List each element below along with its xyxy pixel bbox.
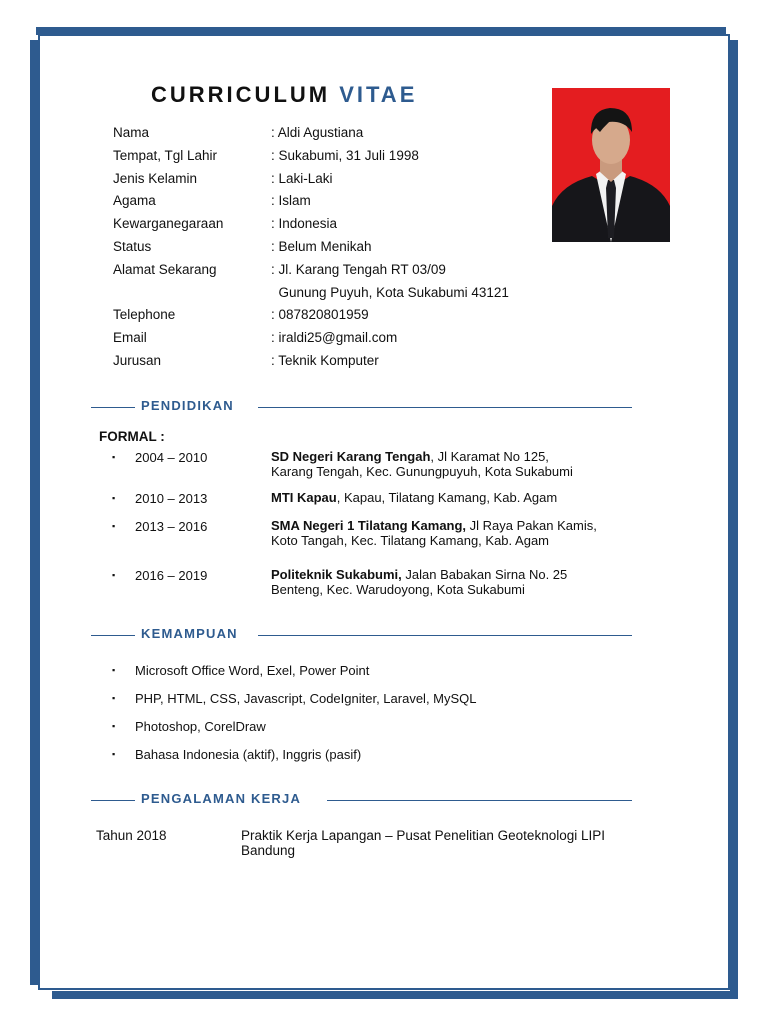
- info-label: Jurusan: [113, 353, 162, 368]
- education-years: 2016 – 2019: [135, 568, 208, 583]
- info-value: : Belum Menikah: [271, 239, 372, 254]
- education-entry: [271, 568, 651, 597]
- info-value: : Indonesia: [271, 216, 338, 232]
- frame-border-right: [730, 40, 738, 999]
- section-title-pendidikan: PENDIDIKAN: [141, 398, 234, 413]
- info-value: : Sukabumi, 31 Juli 1998: [271, 147, 419, 163]
- section-rule-right: [258, 407, 632, 408]
- work-description: Praktik Kerja Lapangan – Pusat Penelitian Geoteknologi LIPI Bandung: [241, 828, 605, 858]
- bullet-icon: ▪: [112, 665, 116, 675]
- profile-photo-illustration: [552, 88, 670, 242]
- section-title-kemampuan: KEMAMPUAN: [141, 626, 238, 641]
- education-entry: [271, 491, 651, 506]
- frame-border-bottom: [52, 991, 736, 999]
- info-value: : Islam: [271, 193, 311, 209]
- info-label: Status: [113, 239, 152, 254]
- info-label: Telephone: [113, 307, 176, 323]
- info-label: Nama: [113, 125, 150, 140]
- skill-item: Microsoft Office Word, Exel, Power Point: [135, 663, 370, 678]
- education-years: 2004 – 2010: [135, 450, 208, 465]
- school-address: , Kapau, Tilatang Kamang, Kab. Agam: [336, 490, 558, 505]
- section-rule-left: [91, 800, 135, 801]
- school-address: , Jl Karamat No 125,: [430, 449, 549, 464]
- school-name: SMA Negeri 1 Tilatang Kamang,: [271, 518, 467, 533]
- school-name: MTI Kapau: [271, 490, 337, 505]
- formal-label: FORMAL :: [99, 429, 165, 444]
- school-address-line2: Karang Tengah, Kec. Gunungpuyuh, Kota Sukabumi: [271, 463, 573, 479]
- info-label: Jenis Kelamin: [113, 170, 198, 186]
- bullet-icon: ▪: [112, 749, 116, 759]
- section-rule-left: [91, 635, 135, 636]
- education-entry: [271, 519, 651, 548]
- info-label: Email: [113, 330, 147, 346]
- bullet-icon: ▪: [112, 693, 116, 703]
- school-address-line2: Koto Tangah, Kec. Tilatang Kamang, Kab. Agam: [271, 532, 550, 548]
- education-years: 2013 – 2016: [135, 519, 208, 534]
- info-value: : 087820801959: [271, 307, 369, 323]
- skill-item: PHP, HTML, CSS, Javascript, CodeIgniter, Laravel, MySQL: [135, 691, 477, 706]
- info-label: Agama: [113, 193, 156, 209]
- skill-item: Photoshop, CorelDraw: [135, 719, 266, 734]
- school-name: Politeknik Sukabumi,: [271, 567, 402, 582]
- frame-border-left: [30, 40, 38, 985]
- info-label: Kewarganegaraan: [113, 216, 224, 232]
- school-name: SD Negeri Karang Tengah: [271, 449, 431, 464]
- info-value: : Laki-Laki: [271, 170, 333, 186]
- education-years: 2010 – 2013: [135, 491, 208, 506]
- info-label: Alamat Sekarang: [113, 261, 217, 277]
- education-entry: [271, 450, 651, 479]
- school-address: Jalan Babakan Sirna No. 25: [401, 567, 568, 582]
- info-value: Gunung Puyuh, Kota Sukabumi 43121: [271, 284, 509, 300]
- bullet-icon: ▪: [112, 452, 116, 462]
- section-rule-right: [327, 800, 632, 801]
- bullet-icon: ▪: [112, 721, 116, 731]
- bullet-icon: ▪: [112, 570, 116, 580]
- section-rule-right: [258, 635, 632, 636]
- info-value: : Jl. Karang Tengah RT 03/09: [271, 261, 446, 277]
- info-value: : Teknik Komputer: [271, 353, 379, 368]
- title-part-1: CURRICULUM: [151, 82, 331, 107]
- school-address-line2: Benteng, Kec. Warudoyong, Kota Sukabumi: [271, 581, 525, 597]
- profile-photo: [552, 88, 670, 242]
- bullet-icon: ▪: [112, 521, 116, 531]
- section-rule-left: [91, 407, 135, 408]
- section-title-pengalaman: PENGALAMAN KERJA: [141, 791, 302, 806]
- info-value: : Aldi Agustiana: [271, 125, 364, 140]
- bullet-icon: ▪: [112, 493, 116, 503]
- title-part-2: VITAE: [339, 82, 418, 107]
- work-year: Tahun 2018: [96, 828, 167, 843]
- school-address: Jl Raya Pakan Kamis,: [466, 518, 597, 533]
- info-label: Tempat, Tgl Lahir: [113, 147, 218, 163]
- info-value: : iraldi25@gmail.com: [271, 330, 398, 346]
- skill-item: Bahasa Indonesia (aktif), Inggris (pasif): [135, 747, 362, 762]
- document-title: [151, 82, 417, 108]
